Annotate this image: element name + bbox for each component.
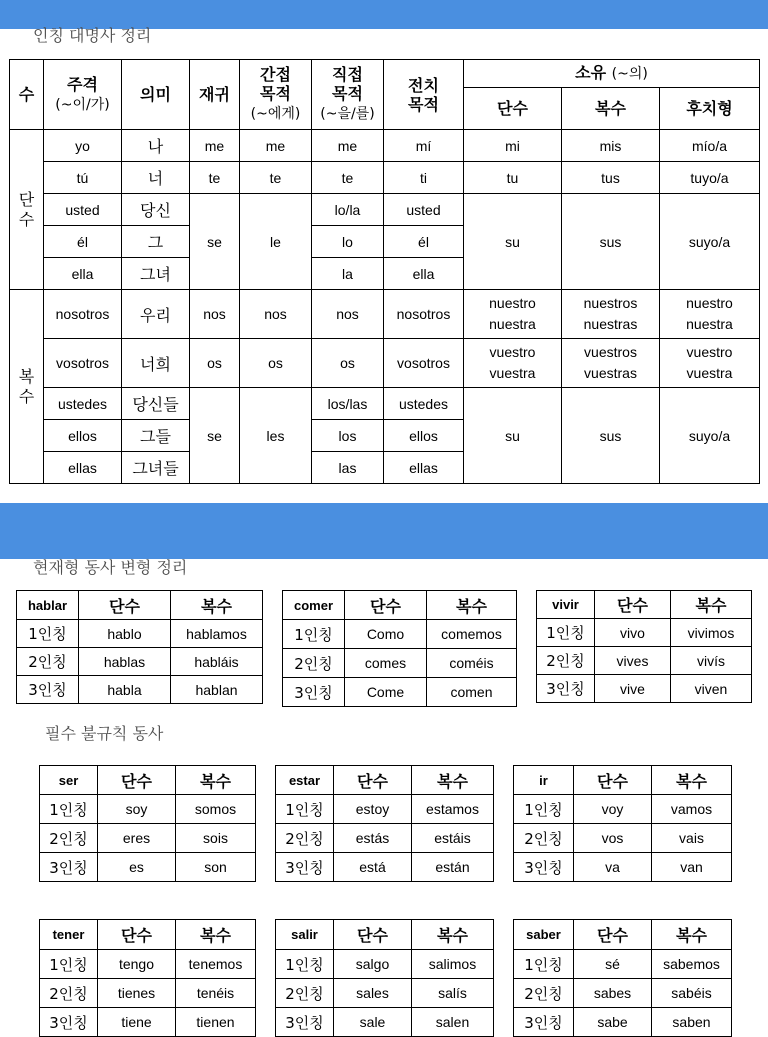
header-plural: 복수	[176, 920, 256, 950]
cell-direct: lo	[312, 226, 384, 258]
singular-form: Come	[345, 678, 427, 707]
cell-meaning: 그들	[122, 420, 190, 452]
singular-form: voy	[574, 795, 652, 824]
cell-prepositional: ella	[384, 258, 464, 290]
header-plural: 복수	[671, 591, 752, 619]
person-label: 2인칭	[276, 824, 334, 853]
group-plural: 복 수	[10, 290, 44, 484]
conj-table-ser	[39, 765, 256, 882]
cell-nominative: usted	[44, 194, 122, 226]
header-plural: 복수	[427, 591, 517, 620]
header-plural: 복수	[652, 920, 732, 950]
person-label: 1인칭	[40, 950, 98, 979]
plural-form: saben	[652, 1008, 732, 1037]
cell-prepositional: nosotros	[384, 290, 464, 339]
person-label: 2인칭	[514, 824, 574, 853]
person-label: 3인칭	[276, 1008, 334, 1037]
header-singular: 단수	[345, 591, 427, 620]
header-plural: 복수	[412, 920, 494, 950]
plural-form: están	[412, 853, 494, 882]
plural-form: tenéis	[176, 979, 256, 1008]
verb-name: hablar	[17, 591, 79, 620]
person-label: 2인칭	[40, 979, 98, 1008]
singular-form: soy	[98, 795, 176, 824]
verb-name: ser	[40, 766, 98, 795]
header-plural: 복수	[171, 591, 263, 620]
cell-indirect: os	[240, 339, 312, 388]
cell-indirect: les	[240, 388, 312, 484]
cell-prepositional: vosotros	[384, 339, 464, 388]
person-label: 1인칭	[283, 620, 345, 649]
person-label: 2인칭	[283, 649, 345, 678]
conj-table-comer	[282, 590, 517, 707]
cell-prepositional: él	[384, 226, 464, 258]
singular-form: estás	[334, 824, 412, 853]
middle-banner	[0, 503, 768, 559]
person-label: 3인칭	[276, 853, 334, 882]
cell-possessive-singular: su	[464, 388, 562, 484]
cell-prepositional: ti	[384, 162, 464, 194]
cell-reflexive: os	[190, 339, 240, 388]
singular-form: va	[574, 853, 652, 882]
person-label: 1인칭	[537, 619, 595, 647]
conj-table-salir	[275, 919, 494, 1037]
singular-form: sabes	[574, 979, 652, 1008]
singular-form: sales	[334, 979, 412, 1008]
plural-form: salís	[412, 979, 494, 1008]
header-su: 수	[10, 60, 44, 130]
header-singular: 단수	[574, 766, 652, 795]
person-label: 2인칭	[276, 979, 334, 1008]
header-direct-object: 직접 목적 (~을/를)	[312, 60, 384, 130]
cell-prepositional: ellas	[384, 452, 464, 484]
header-possessive: 소유 (~의)	[464, 60, 760, 88]
singular-form: sabe	[574, 1008, 652, 1037]
plural-form: hablamos	[171, 620, 263, 648]
cell-direct: los/las	[312, 388, 384, 420]
cell-direct: me	[312, 130, 384, 162]
cell-nominative: vosotros	[44, 339, 122, 388]
plural-form: tienen	[176, 1008, 256, 1037]
header-plural: 복수	[652, 766, 732, 795]
person-label: 3인칭	[283, 678, 345, 707]
section-heading-conjugation: 현재형 동사 변형 정리	[33, 558, 188, 577]
plural-form: coméis	[427, 649, 517, 678]
plural-form: sois	[176, 824, 256, 853]
header-singular: 단수	[334, 920, 412, 950]
person-label: 3인칭	[514, 853, 574, 882]
cell-meaning: 당신들	[122, 388, 190, 420]
plural-form: comemos	[427, 620, 517, 649]
singular-form: sale	[334, 1008, 412, 1037]
verb-name: comer	[283, 591, 345, 620]
person-label: 2인칭	[17, 648, 79, 676]
singular-form: vos	[574, 824, 652, 853]
cell-possessive-plural: vuestros vuestras	[562, 339, 660, 388]
header-possessive-singular: 단수	[464, 88, 562, 130]
cell-nominative: ella	[44, 258, 122, 290]
header-prepositional-object: 전치 목적	[384, 60, 464, 130]
singular-form: hablas	[79, 648, 171, 676]
plural-form: hablan	[171, 676, 263, 704]
header-singular: 단수	[334, 766, 412, 795]
header-possessive-postposed: 후치형	[660, 88, 760, 130]
singular-form: es	[98, 853, 176, 882]
section-heading-pronouns: 인칭 대명사 정리	[33, 26, 152, 45]
cell-indirect: le	[240, 194, 312, 290]
cell-meaning: 우리	[122, 290, 190, 339]
cell-indirect: me	[240, 130, 312, 162]
cell-nominative: ellos	[44, 420, 122, 452]
cell-nominative: yo	[44, 130, 122, 162]
header-meaning: 의미	[122, 60, 190, 130]
cell-reflexive: me	[190, 130, 240, 162]
cell-possessive-postposed: suyo/a	[660, 194, 760, 290]
cell-prepositional: ustedes	[384, 388, 464, 420]
header-plural: 복수	[412, 766, 494, 795]
verb-name: saber	[514, 920, 574, 950]
person-label: 1인칭	[17, 620, 79, 648]
cell-meaning: 너	[122, 162, 190, 194]
singular-form: vives	[595, 647, 671, 675]
plural-form: comen	[427, 678, 517, 707]
plural-form: vais	[652, 824, 732, 853]
header-plural: 복수	[176, 766, 256, 795]
cell-possessive-singular: nuestro nuestra	[464, 290, 562, 339]
singular-form: estoy	[334, 795, 412, 824]
singular-form: comes	[345, 649, 427, 678]
person-label: 3인칭	[40, 853, 98, 882]
cell-possessive-plural: mis	[562, 130, 660, 162]
singular-form: eres	[98, 824, 176, 853]
header-singular: 단수	[574, 920, 652, 950]
plural-form: viven	[671, 675, 752, 703]
person-label: 3인칭	[537, 675, 595, 703]
cell-possessive-plural: sus	[562, 194, 660, 290]
header-nominative: 주격 (~이/가)	[44, 60, 122, 130]
cell-possessive-singular: mi	[464, 130, 562, 162]
plural-form: sabemos	[652, 950, 732, 979]
top-banner	[0, 0, 768, 29]
plural-form: salen	[412, 1008, 494, 1037]
person-label: 1인칭	[514, 950, 574, 979]
cell-possessive-postposed: suyo/a	[660, 388, 760, 484]
cell-indirect: te	[240, 162, 312, 194]
cell-nominative: ellas	[44, 452, 122, 484]
cell-meaning: 그녀	[122, 258, 190, 290]
singular-form: tiene	[98, 1008, 176, 1037]
singular-form: vive	[595, 675, 671, 703]
conj-table-ir	[513, 765, 732, 882]
conj-table-saber	[513, 919, 732, 1037]
cell-possessive-singular: tu	[464, 162, 562, 194]
conj-table-tener	[39, 919, 256, 1037]
header-singular: 단수	[98, 766, 176, 795]
verb-name: tener	[40, 920, 98, 950]
person-label: 2인칭	[537, 647, 595, 675]
person-label: 1인칭	[276, 795, 334, 824]
conj-table-vivir	[536, 590, 752, 703]
plural-form: tenemos	[176, 950, 256, 979]
cell-possessive-postposed: vuestro vuestra	[660, 339, 760, 388]
plural-form: somos	[176, 795, 256, 824]
cell-possessive-plural: tus	[562, 162, 660, 194]
singular-form: vivo	[595, 619, 671, 647]
verb-name: salir	[276, 920, 334, 950]
cell-possessive-singular: vuestro vuestra	[464, 339, 562, 388]
section-heading-irregular: 필수 불규칙 동사	[45, 724, 164, 743]
cell-meaning: 당신	[122, 194, 190, 226]
person-label: 1인칭	[514, 795, 574, 824]
plural-form: estamos	[412, 795, 494, 824]
conj-table-hablar	[16, 590, 263, 704]
pronoun-table	[9, 59, 760, 484]
person-label: 3인칭	[40, 1008, 98, 1037]
plural-form: salimos	[412, 950, 494, 979]
plural-form: vivimos	[671, 619, 752, 647]
plural-form: habláis	[171, 648, 263, 676]
singular-form: salgo	[334, 950, 412, 979]
cell-nominative: nosotros	[44, 290, 122, 339]
plural-form: vamos	[652, 795, 732, 824]
plural-form: vivís	[671, 647, 752, 675]
plural-form: son	[176, 853, 256, 882]
cell-meaning: 그녀들	[122, 452, 190, 484]
cell-direct: lo/la	[312, 194, 384, 226]
cell-meaning: 너희	[122, 339, 190, 388]
cell-direct: os	[312, 339, 384, 388]
verb-name: vivir	[537, 591, 595, 619]
verb-name: ir	[514, 766, 574, 795]
plural-form: sabéis	[652, 979, 732, 1008]
cell-reflexive: se	[190, 194, 240, 290]
conj-table-estar	[275, 765, 494, 882]
singular-form: hablo	[79, 620, 171, 648]
cell-reflexive: te	[190, 162, 240, 194]
cell-nominative: ustedes	[44, 388, 122, 420]
cell-reflexive: se	[190, 388, 240, 484]
cell-possessive-postposed: tuyo/a	[660, 162, 760, 194]
group-singular: 단 수	[10, 130, 44, 290]
cell-direct: los	[312, 420, 384, 452]
cell-prepositional: usted	[384, 194, 464, 226]
person-label: 3인칭	[17, 676, 79, 704]
person-label: 2인칭	[40, 824, 98, 853]
singular-form: tienes	[98, 979, 176, 1008]
cell-direct: la	[312, 258, 384, 290]
cell-possessive-plural: nuestros nuestras	[562, 290, 660, 339]
singular-form: Como	[345, 620, 427, 649]
person-label: 1인칭	[40, 795, 98, 824]
singular-form: tengo	[98, 950, 176, 979]
singular-form: habla	[79, 676, 171, 704]
cell-direct: nos	[312, 290, 384, 339]
plural-form: estáis	[412, 824, 494, 853]
cell-reflexive: nos	[190, 290, 240, 339]
singular-form: sé	[574, 950, 652, 979]
cell-possessive-plural: sus	[562, 388, 660, 484]
cell-meaning: 그	[122, 226, 190, 258]
verb-name: estar	[276, 766, 334, 795]
header-reflexive: 재귀	[190, 60, 240, 130]
cell-direct: te	[312, 162, 384, 194]
cell-possessive-postposed: nuestro nuestra	[660, 290, 760, 339]
singular-form: está	[334, 853, 412, 882]
header-singular: 단수	[98, 920, 176, 950]
header-singular: 단수	[595, 591, 671, 619]
plural-form: van	[652, 853, 732, 882]
cell-possessive-singular: su	[464, 194, 562, 290]
cell-direct: las	[312, 452, 384, 484]
cell-possessive-postposed: mío/a	[660, 130, 760, 162]
person-label: 1인칭	[276, 950, 334, 979]
header-possessive-plural: 복수	[562, 88, 660, 130]
header-singular: 단수	[79, 591, 171, 620]
person-label: 3인칭	[514, 1008, 574, 1037]
cell-meaning: 나	[122, 130, 190, 162]
cell-prepositional: ellos	[384, 420, 464, 452]
person-label: 2인칭	[514, 979, 574, 1008]
header-indirect-object: 간접 목적 (~에게)	[240, 60, 312, 130]
cell-prepositional: mí	[384, 130, 464, 162]
cell-nominative: tú	[44, 162, 122, 194]
cell-indirect: nos	[240, 290, 312, 339]
cell-nominative: él	[44, 226, 122, 258]
